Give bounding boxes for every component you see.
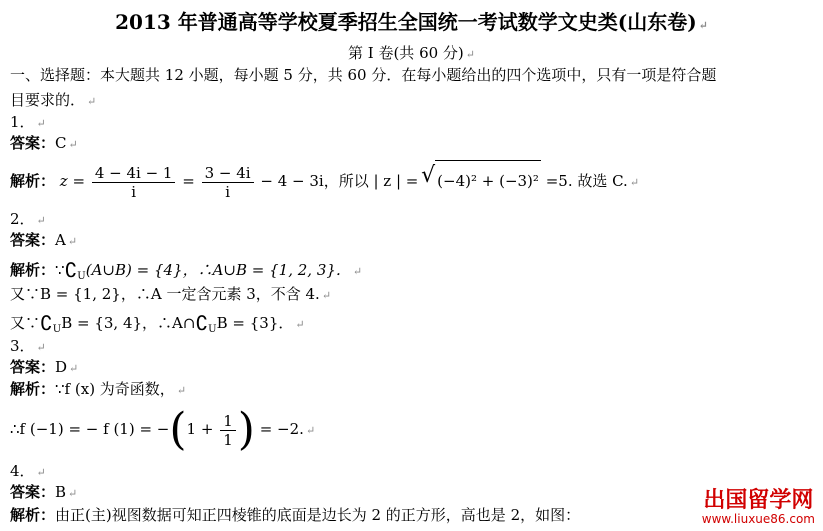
q2-answer: 答案：A ↵ <box>10 231 78 249</box>
intro-line-1: 一、选择题：本大题共 12 小题，每小题 5 分，共 60 分．在每小题给出的四个选项中，只有一项是符合题 <box>10 66 717 84</box>
document-title: 2013 年普通高等学校夏季招生全国统一考试数学文史类(山东卷) ↵ <box>115 10 708 34</box>
q1-fraction-1: $\frac{4 - 4i - 1}{i}$ <box>92 164 176 201</box>
site-watermark <box>702 489 815 525</box>
q1-fraction-2: $\frac{3 - 4i}{i}$ <box>202 164 254 201</box>
watermark-logo-text: 出国留学网 <box>703 488 814 513</box>
section-subtitle: 第 I 卷(共 60 分) ↵ <box>347 44 475 62</box>
watermark-url: www.liuxue86.com <box>701 512 815 526</box>
q1-sqrt: √ (−4)² + (−3)² <box>435 160 541 201</box>
q3-fraction: $\frac{1}{1}$ <box>220 412 236 449</box>
q3-answer: 答案：D ↵ <box>10 358 79 376</box>
q2-number: 2． ↵ <box>10 210 46 228</box>
q1-number: 1． ↵ <box>10 113 46 131</box>
q3-number: 3． ↵ <box>10 337 46 355</box>
q2-analysis-line-2: 又∵B = {1, 2}，∴A 一定含元素 3，不含 4. ↵ <box>10 285 332 303</box>
intro-line-2: 目要求的． ↵ <box>10 91 97 109</box>
q2-analysis-line-1: 解析：$\because∁_U(A\cup B) = \{4\}$，∴A∪B = {1, 2, 3}． ↵ <box>10 258 363 282</box>
q4-number: 4． ↵ <box>10 462 46 480</box>
q1-answer: 答案：C ↵ <box>10 134 78 152</box>
q3-analysis-line-2: ∴f (−1) = − f (1) = −(1 + $\frac{1}{1}$ ) = −2. ↵ <box>10 404 316 455</box>
q4-answer: 答案：B ↵ <box>10 483 78 501</box>
q3-analysis-line-1: 解析：∵f (x) 为奇函数， ↵ <box>10 380 187 398</box>
q2-analysis-line-3: 又$\because∁_UB = \{3$, 4}，$\therefore A\cap∁_UB = \{3\}$． ↵ <box>10 311 305 335</box>
q1-analysis: 解析： z = $\frac{4 - 4i - 1}{i}$ = $\frac{3 - 4i}{i}$ − 4 − 3i，所以 | z | = √ (−4)² + (−3)² =5. 故选 C. ↵ <box>10 160 639 203</box>
q4-analysis-line-1: 解析：由正(主)视图数据可知正四棱锥的底面是边长为 2 的正方形，高也是 2，如图： <box>10 506 581 524</box>
